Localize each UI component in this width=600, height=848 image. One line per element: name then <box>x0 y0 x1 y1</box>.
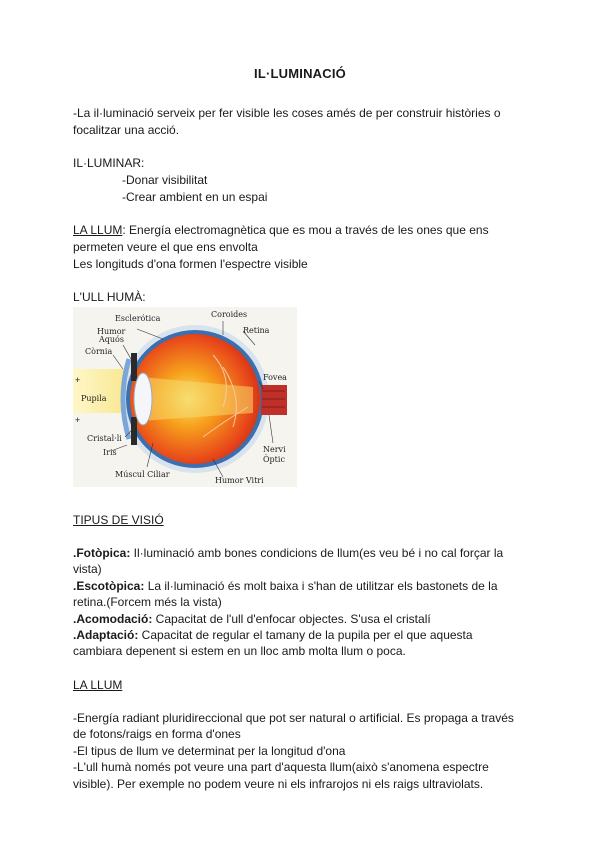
plus-sign: + <box>75 415 81 425</box>
optic-nerve <box>261 385 287 415</box>
la-llum-term: LA LLUM <box>73 223 123 237</box>
label-esclerotica: Esclerótica <box>115 314 161 323</box>
term-acomodacio: .Acomodació: <box>73 612 153 626</box>
term-escotopica: .Escotòpica: <box>73 579 145 593</box>
label-retina: Retina <box>243 326 270 335</box>
page-title: IL·LUMINACIÓ <box>254 66 346 81</box>
la-llum-def-line: Les longituds d'ona formen l'espectre visible <box>73 257 308 271</box>
lens <box>134 373 152 425</box>
la-llum-line: visible). Per exemple no podem veure ni els infrarojos ni els raigs ultraviolats. <box>73 777 484 791</box>
plus-sign: + <box>75 375 81 385</box>
definition-text: retina.(Forcem més la vista) <box>73 595 222 609</box>
label-nervi-optic: Nervi <box>263 445 286 454</box>
definition-text: Capacitat de l'ull d'enfocar objectes. S'usa el cristalí <box>152 612 431 626</box>
tipus-visio-item <box>73 611 533 628</box>
illuminar-item: -Donar visibilitat <box>122 173 208 187</box>
intro-line-1: -La il·luminació serveix per fer visible les coses amés de per construir històries o <box>73 106 501 120</box>
label-humor-aquos: Aquós <box>99 335 124 344</box>
label-humor-aquos: Humor <box>97 327 126 336</box>
label-cristal-li: Cristal·li <box>87 434 122 443</box>
label-iris: Iris <box>103 448 117 457</box>
definition-text: La il·luminació és molt baixa i s'han de utilitzar els bastonets de la <box>144 579 498 593</box>
label-cornia: Còrnia <box>85 347 113 356</box>
definition-text: cambiara depenent si estem en un lloc amb molta llum o poca. <box>73 644 406 658</box>
la-llum-line: -L'ull humà només pot veure una part d'aquesta llum(això s'anomena espectre <box>73 760 489 774</box>
la-llum-definition <box>73 222 533 239</box>
tipus-visio-item <box>73 578 533 595</box>
eye-diagram <box>73 307 297 487</box>
ull-huma-heading: L'ULL HUMÀ: <box>73 290 146 304</box>
la-llum-heading: LA LLUM <box>73 678 123 692</box>
intro-line-2: focalitzar una acció. <box>73 123 180 137</box>
label-pupila: Pupila <box>81 394 107 403</box>
label-nervi-optic: Òptic <box>263 455 285 464</box>
eye-diagram-svg <box>73 307 297 487</box>
definition-text: Capacitat de regular el tamany de la pupila per el que aquesta <box>138 628 473 642</box>
illuminar-item: -Crear ambient en un espai <box>122 190 268 204</box>
iris-lower <box>131 417 137 445</box>
la-llum-line: -Energía radiant pluridireccional que pot ser natural o artificial. Es propaga a través <box>73 711 514 725</box>
tipus-visio-item <box>73 545 533 562</box>
label-muscul-ciliar: Múscul Ciliar <box>115 470 170 479</box>
la-llum-def-line: : Energía electromagnètica que es mou a través de les ones que ens <box>122 223 489 237</box>
la-llum-line: -El tipus de llum ve determinat per la longitud d'ona <box>73 744 346 758</box>
label-fovea: Fovea <box>263 373 287 382</box>
tipus-visio-item <box>73 627 533 644</box>
definition-text: Il·luminació amb bones condicions de llum(es veu bé i no cal forçar la <box>130 546 504 560</box>
la-llum-def-line: permeten veure el que ens envolta <box>73 240 258 254</box>
term-adaptacio: .Adaptació: <box>73 628 139 642</box>
tipus-visio-heading: TIPUS DE VISIÓ <box>73 513 164 527</box>
la-llum-line: de fotons/raigs en forma d'ones <box>73 727 241 741</box>
illuminar-heading: IL·LUMINAR: <box>73 156 145 170</box>
term-fotopica: .Fotòpica: <box>73 546 131 560</box>
iris-upper <box>131 353 137 381</box>
definition-text: vista) <box>73 562 102 576</box>
label-humor-vitri: Humor Vitri <box>215 476 264 485</box>
label-coroides: Coroides <box>211 310 248 319</box>
